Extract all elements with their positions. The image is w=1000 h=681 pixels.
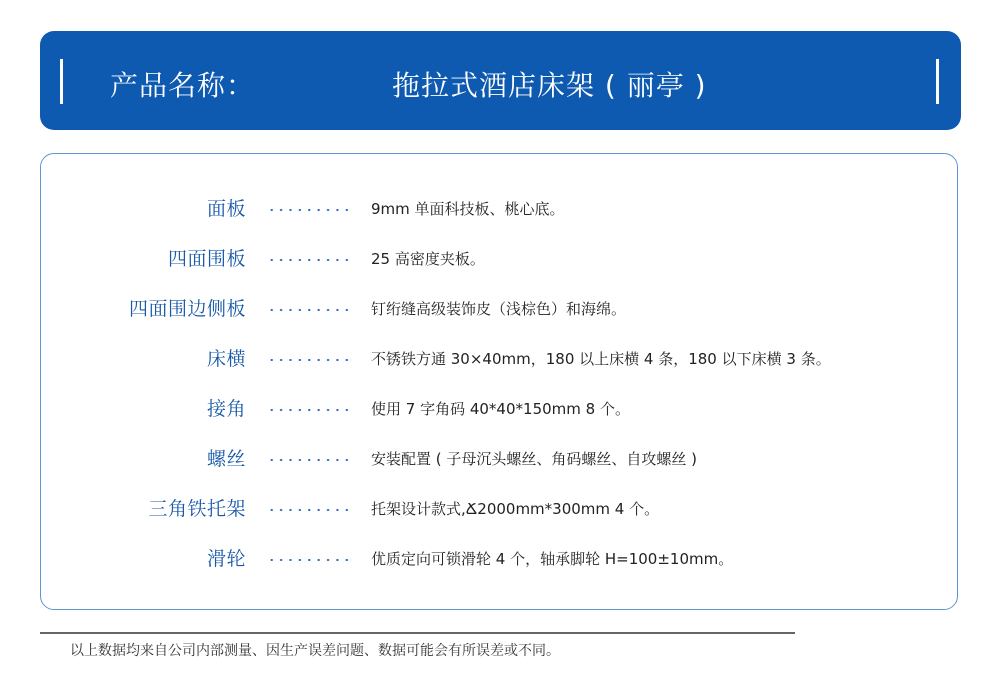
spec-row-screws — [41, 444, 959, 474]
spec-label: 三角铁托架 — [148, 498, 246, 520]
spec-value: 不锈铁方通 30×40mm，180 以上床横 4 条，180 以下床横 3 条。 — [371, 350, 831, 368]
product-name: 拖拉式酒店床架 ( 丽亭 ) — [392, 69, 707, 102]
header-right-bar — [936, 59, 939, 104]
spec-row-panel — [41, 194, 959, 224]
spec-panel — [40, 153, 958, 610]
spec-value: 优质定向可锁滑轮 4 个，轴承脚轮 H=100±10mm。 — [371, 550, 734, 568]
dot-leader — [267, 409, 351, 411]
header-banner — [40, 31, 961, 130]
spec-row-surround-board — [41, 244, 959, 274]
spec-row-side-board — [41, 294, 959, 324]
dot-leader — [267, 359, 351, 361]
spec-row-bracket — [41, 494, 959, 524]
disclaimer-note: 以上数据均来自公司内部测量、因生产误差问题、数据可能会有所误差或不同。 — [70, 643, 560, 659]
spec-value: 钉绗缝高级装饰皮（浅棕色）和海绵。 — [371, 300, 627, 318]
dot-leader — [267, 459, 351, 461]
spec-value: 托架设计款式,Ճ2000mm*300mm 4 个。 — [371, 500, 660, 518]
dot-leader — [267, 209, 351, 211]
spec-value: 25 高密度夹板。 — [371, 250, 485, 268]
header-label: 产品名称： — [110, 69, 256, 102]
dot-leader — [267, 259, 351, 261]
spec-row-corner — [41, 394, 959, 424]
spec-row-casters — [41, 544, 959, 574]
spec-label: 接角 — [206, 398, 246, 420]
spec-label: 床横 — [206, 348, 246, 370]
spec-label: 螺丝 — [206, 448, 246, 470]
spec-row-crossbar — [41, 344, 959, 374]
spec-label: 四面围板 — [167, 248, 246, 270]
spec-value: 使用 7 字角码 40*40*150mm 8 个。 — [371, 400, 630, 418]
header-left-bar — [60, 59, 63, 104]
spec-value: 安装配置 ( 子母沉头螺丝、角码螺丝、自攻螺丝 ) — [371, 450, 698, 468]
footer-divider — [40, 632, 795, 634]
dot-leader — [267, 509, 351, 511]
dot-leader — [267, 309, 351, 311]
spec-label: 面板 — [206, 198, 246, 220]
dot-leader — [267, 559, 351, 561]
spec-label: 四面围边侧板 — [128, 298, 246, 320]
spec-label: 滑轮 — [206, 548, 246, 570]
spec-value: 9mm 单面科技板、桃心底。 — [371, 200, 565, 218]
